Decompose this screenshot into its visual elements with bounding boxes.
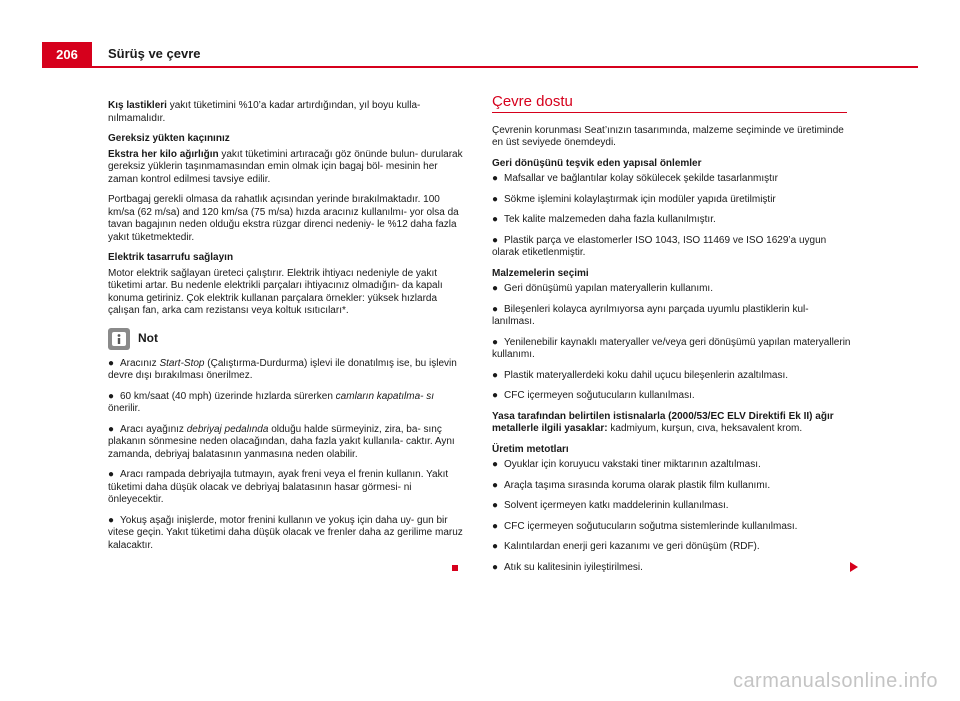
page-title: Sürüş ve çevre	[108, 46, 201, 61]
heading-production: Üretim metotları	[492, 443, 569, 455]
list-item-text: Geri dönüşümü yapılan materyallerin kullanımı.	[504, 283, 713, 294]
section-end-marker	[452, 565, 458, 571]
list-item-text: Plastik parça ve elastomerler ISO 1043, ISO 11469 ve ISO 1629’a uygun olarak etiketlenmiştir.	[492, 234, 827, 258]
section-rule	[492, 112, 847, 113]
recycling-list	[492, 173, 852, 260]
bullet: ●	[492, 234, 499, 246]
list-item	[492, 521, 852, 534]
note-emphasis: debriyaj pedalında	[186, 423, 269, 435]
winter-tires-text: yakıt tüketimini %10’a kadar artırdığından, yıl boyu kulla- nılmamalıdır.	[108, 100, 421, 124]
note-title: Not	[138, 331, 158, 346]
note-item	[108, 424, 464, 462]
list-item	[492, 337, 852, 362]
list-item	[492, 214, 852, 227]
heading-save-electricity: Elektrik tasarrufu sağlayın	[108, 252, 234, 263]
info-icon-glyph	[111, 331, 127, 347]
list-item-text: CFC içermeyen soğutucuların kullanılması.	[504, 390, 695, 401]
note-header	[108, 328, 464, 350]
header-rule	[42, 66, 918, 68]
list-item	[492, 500, 852, 513]
bullet: ●	[108, 469, 115, 480]
production-list	[492, 459, 852, 574]
paragraph-winter-tires	[108, 100, 464, 125]
list-item-text: CFC içermeyen soğutucuların soğutma sistemlerinde kullanılması.	[504, 520, 798, 532]
list-item-text: Araçla taşıma sırasında koruma olarak plastik film kullanımı.	[504, 479, 771, 491]
bullet: ●	[492, 390, 499, 401]
note-text: 60 km/saat (40 mph) üzerinde hızlarda sürerken	[120, 390, 336, 402]
list-item-text: Mafsallar ve bağlantılar kolay sökülecek şekilde tasarlanmıştır	[504, 173, 779, 184]
list-item	[492, 304, 852, 329]
bullet: ●	[108, 423, 115, 435]
list-item-text: Yenilenebilir kaynaklı materyaller ve/veya geri dönüşümü yapılan materyallerin kullanımı.	[492, 336, 851, 360]
list-item	[492, 390, 852, 403]
bullet: ●	[492, 214, 499, 225]
list-item-text: Sökme işlemini kolaylaştırmak için modüler yapıda üretilmiştir	[504, 193, 776, 205]
bullet: ●	[492, 479, 499, 491]
list-item-text: Oyuklar için koruyucu vakstaki tiner miktarının azaltılması.	[504, 459, 761, 470]
list-item-text: Plastik materyallerdeki koku dahil uçucu bileşenlerin azaltılması.	[504, 369, 789, 381]
section-title: Çevre dostu	[492, 93, 573, 110]
bullet: ●	[492, 561, 499, 573]
bullet: ●	[108, 390, 115, 402]
list-item	[492, 480, 852, 493]
winter-tires-label: Kış lastikleri	[108, 100, 167, 111]
note-item	[108, 469, 464, 507]
paragraph-roof-rack: Portbagaj gerekli olmasa da rahatlık açısından yerinde bırakılmaktadır. 100 km/sa (62 m/sa) and 120 km/sa (75 m/sa) hızda aracınız kullanılmı- yor olsa da tavan bagajının neden olduğu ekstra rüzgar direnci nedeniy- le %12 daha fazla yakıt tüketmektedir.	[108, 194, 459, 243]
bullet: ●	[492, 541, 499, 552]
info-icon	[108, 328, 130, 350]
law-text: kadmiyum, kurşun, cıva, heksavalent krom.	[607, 423, 803, 434]
bullet: ●	[108, 357, 115, 369]
bullet: ●	[492, 459, 499, 470]
note-text: Aracınız	[120, 357, 160, 369]
list-item-text: Solvent içermeyen katkı maddelerinin kullanılması.	[504, 500, 729, 511]
bullet: ●	[492, 283, 499, 294]
list-item	[492, 173, 852, 186]
note-text: (Çalıştırma-Durdurma) işlevi ile donatılmış ise, bu işlevin devre dışı bırakılması önerilmez.	[108, 357, 457, 381]
list-item	[492, 459, 852, 472]
note-text: Aracı ayağınız	[120, 423, 187, 435]
note-text: Yokuş aşağı inişlerde, motor frenini kullanın ve yokuş için daha uy- gun bir vitese geçin. Yakıt tüketimi daha düşük olacak ve frenler daha az gerilime maruz kalacaktır.	[108, 514, 463, 551]
page-number: 206	[42, 42, 92, 67]
note-text: Aracı rampada debriyajla tutmayın, ayak freni veya el frenin kullanın. Yakıt tüketimi daha düşük olacak ve debriyaj balatasının hasar görmesi- ni önleyecektir.	[108, 469, 449, 505]
right-column	[492, 93, 852, 582]
list-item	[492, 194, 852, 207]
bullet: ●	[492, 173, 499, 184]
note-item	[108, 391, 464, 416]
paragraph-extra-weight	[108, 149, 464, 187]
list-item	[492, 541, 852, 554]
extra-weight-text: yakıt tüketimini artıracağı göz önünde bulun- durularak gereksiz yüklerin taşınmamasından emin olmak için bagaj böl- mesinin her zaman kontrol edilmesi tavsiye edilir.	[108, 148, 463, 185]
paragraph-electricity: Motor elektrik sağlayan üreteci çalıştırır. Elektrik ihtiyacı nedeniyle de yakıt tüketimi artar. Bu nedenle elektrikli parçaları ihtiyacınız olmadığın- da kapalı konuma getiriniz. Çok elektrik kullanan parçalara örnekler: yüksek hızlarda çalışan fan, arka cam rezistansı veya koltuk ısıtıcıları*.	[108, 267, 443, 316]
paragraph-law	[492, 411, 852, 436]
heading-avoid-load: Gereksiz yükten kaçınınız	[108, 133, 230, 144]
watermark: carmanualsonline.info	[732, 670, 938, 692]
materials-list	[492, 283, 852, 403]
left-column	[108, 100, 464, 560]
bullet: ●	[492, 520, 499, 532]
note-item	[108, 515, 464, 553]
heading-materials: Malzemelerin seçimi	[492, 267, 589, 279]
law-label: Yasa tarafından belirtilen istisnalarla (2000/53/EC ELV Direktifi Ek II) ağır metallerle ilgili yasaklar:	[492, 410, 834, 434]
list-item-text: Kalıntılardan enerji geri kazanımı ve geri dönüşüm (RDF).	[504, 541, 760, 552]
note-text: önerilir.	[108, 403, 141, 414]
list-item	[492, 283, 852, 296]
continue-arrow-icon	[850, 562, 858, 572]
list-item-text: Bileşenleri kolayca ayrılmıyorsa aynı parçada uyumlu plastiklerin kul- lanılması.	[492, 303, 809, 327]
bullet: ●	[492, 193, 499, 205]
note-text: olduğu halde sürmeyiniz, zira, ba- sınç plakanın sönmesine neden olacağından, daha fazla yakıt kullanıla- caktır. Aynı zamanda, debriyaj balatasının yanmasına neden olabilir.	[108, 423, 455, 460]
extra-weight-label: Ekstra her kilo ağırlığın	[108, 148, 219, 160]
bullet: ●	[108, 514, 115, 526]
bullet: ●	[492, 369, 499, 381]
list-item	[492, 235, 852, 260]
list-item	[492, 562, 852, 575]
list-item	[492, 370, 852, 383]
note-item	[108, 358, 464, 383]
bullet: ●	[492, 500, 499, 511]
list-item-text: Tek kalite malzemeden daha fazla kullanılmıştır.	[504, 214, 716, 225]
list-item-text: Atık su kalitesinin iyileştirilmesi.	[504, 561, 643, 573]
paragraph-intro: Çevrenin korunması Seat’ınızın tasarımında, malzeme seçiminde ve üretiminde en üst seviyede önemdeydi.	[492, 124, 844, 148]
bullet: ●	[492, 336, 499, 348]
note-emphasis: camların kapatılma- sı	[335, 390, 435, 402]
bullet: ●	[492, 303, 499, 315]
note-emphasis: Start-Stop	[159, 357, 205, 369]
heading-recycling: Geri dönüşünü teşvik eden yapısal önlemler	[492, 157, 702, 169]
